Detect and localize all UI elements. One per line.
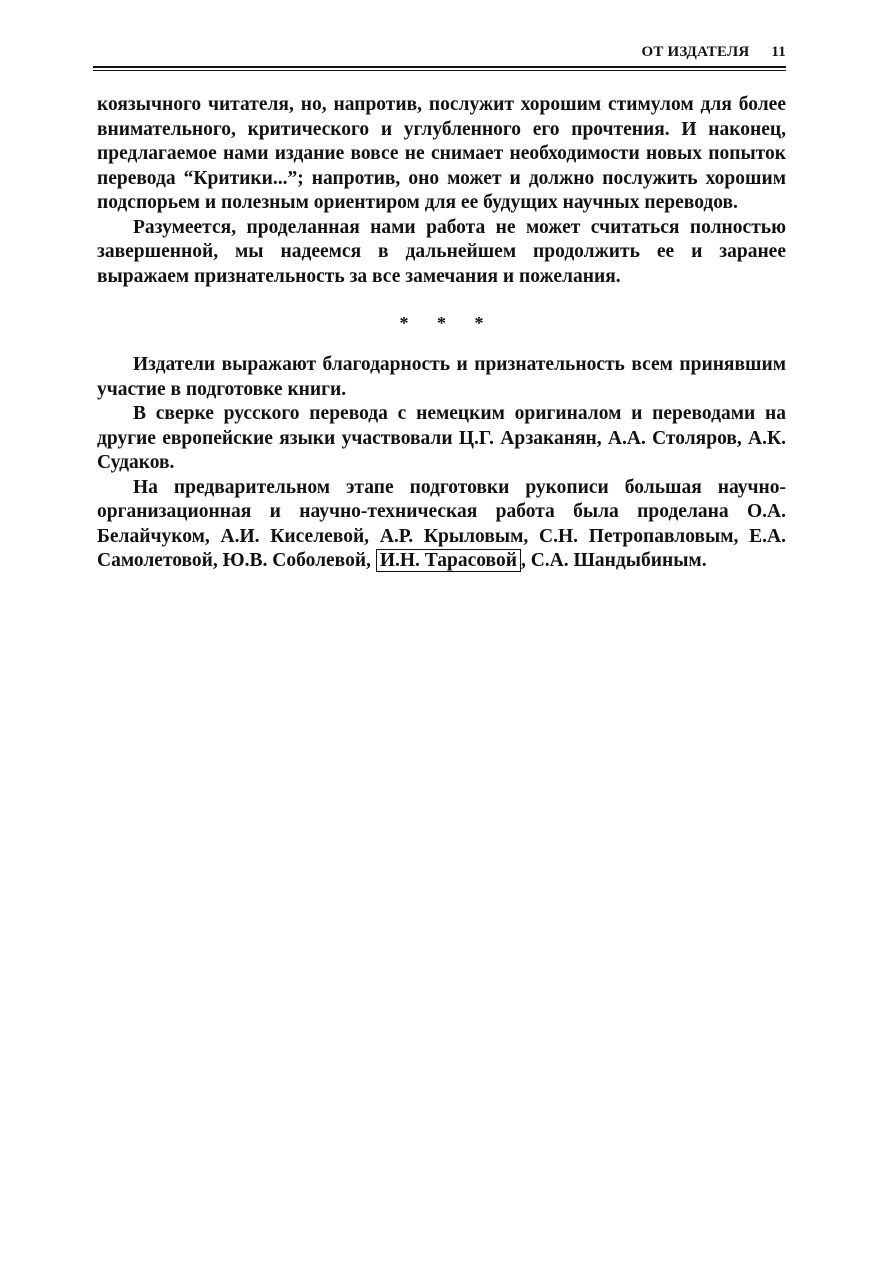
paragraph-continued: коязычного читателя, но, напротив, послужит хорошим стимулом для более внимательного, критического и углубленного его прочтения. И наконец, предлагаемое нами издание вовсе не снимает необходимости новых попыток перевода “Критики...”; напротив, оно может и должно послужить хорошим подспорьем и полезным ориентиром для ее будущих научных переводов. bbox=[97, 94, 786, 213]
contributors-text-after: , С.А. Шандыбиным. bbox=[520, 550, 707, 571]
page-number: 11 bbox=[771, 44, 786, 60]
body-text bbox=[97, 93, 786, 574]
highlighted-name: И.Н. Тарасовой bbox=[376, 549, 521, 572]
contributors-text-before: На предварительном этапе подготовки рукописи большая научно-организационная и научно-техническая работа была проделана О.А. Белайчуком, А.И. Киселевой, А.Р. Крыловым, С.Н. Петропавловым, Е.А. Самолетовой, Ю.В. Соболевой, bbox=[97, 476, 786, 571]
paragraph-translation-check: В сверке русского перевода с немецким оригиналом и переводами на другие европейские языки участвовали Ц.Г. Арзаканян, А.А. Столяров, А.К. Судаков. bbox=[97, 403, 786, 473]
paragraph-acknowledgement: Издатели выражают благодарность и признательность всем принявшим участие в подготовке книги. bbox=[97, 354, 786, 400]
header-rule-thick bbox=[93, 66, 786, 68]
header-rule-thin bbox=[93, 70, 786, 71]
paragraph-contributors bbox=[97, 476, 786, 574]
running-head-section-title: ОТ ИЗДАТЕЛЯ bbox=[641, 44, 750, 60]
paragraph-conclusion: Разумеется, проделанная нами работа не может считаться полностью завершенной, мы надеемся в дальнейшем продолжить ее и заранее выражаем признательность за все замечания и пожелания. bbox=[97, 216, 786, 287]
running-head bbox=[93, 44, 786, 66]
section-separator: * * * bbox=[399, 313, 496, 333]
